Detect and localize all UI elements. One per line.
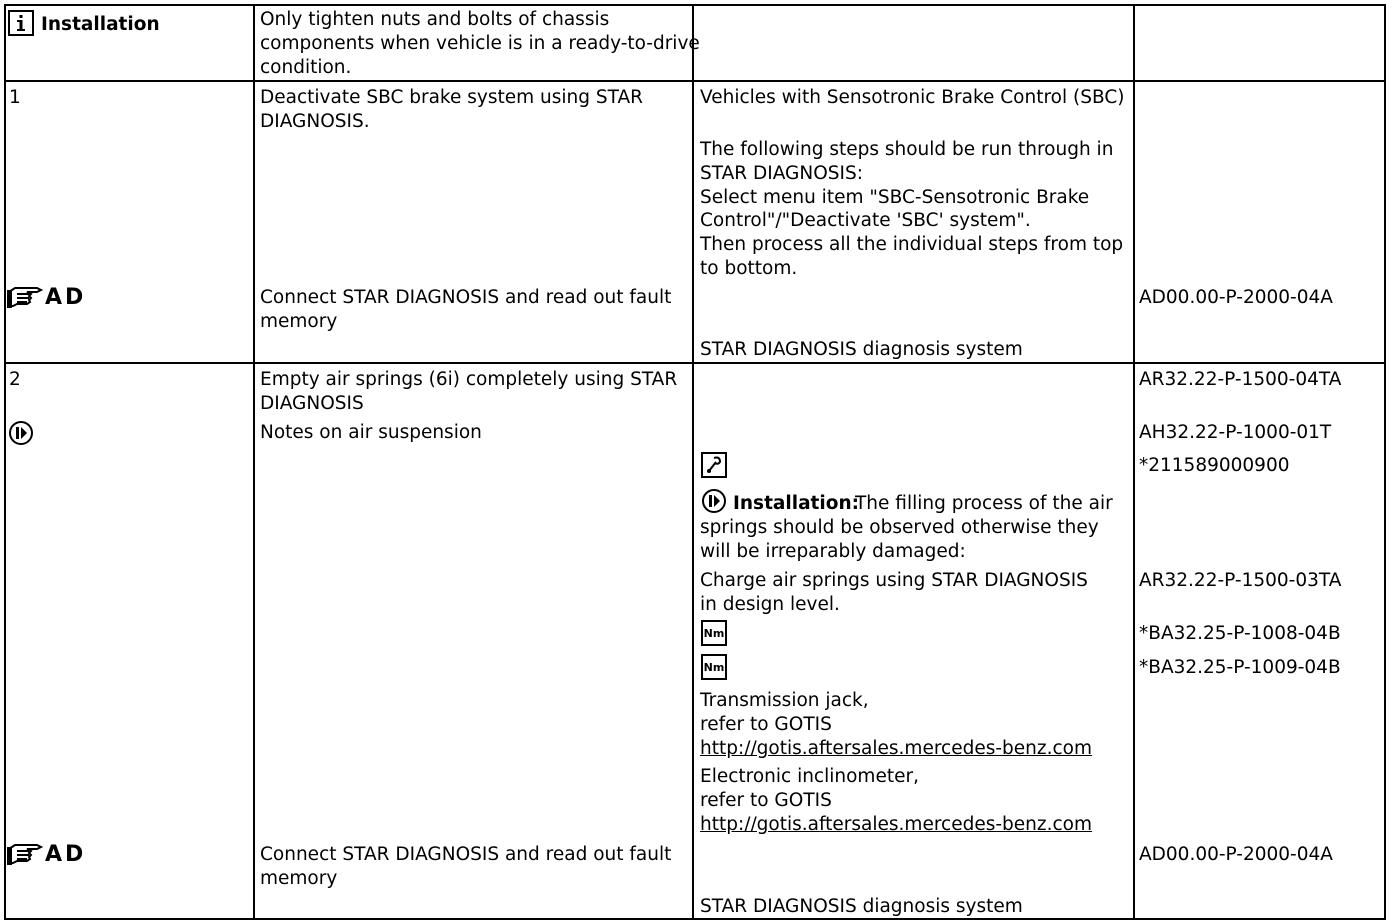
step-2-jack-link[interactable]: http://gotis.aftersales.mercedes-benz.com bbox=[700, 738, 1092, 759]
special-tool-icon bbox=[701, 452, 727, 482]
step-2-instruction-line-1: Empty air springs (6i) completely using STAR bbox=[260, 369, 678, 390]
step-2-ad-tool: STAR DIAGNOSIS diagnosis system bbox=[700, 896, 1023, 917]
step-1-detail-line-6: to bottom. bbox=[700, 258, 798, 279]
torque-icon-1 bbox=[701, 620, 727, 650]
step-1-ad-reference: AD00.00-P-2000-04A bbox=[1139, 287, 1333, 308]
step-1-detail-line-2: STAR DIAGNOSIS: bbox=[700, 163, 863, 184]
step-2-ad-reference: AD00.00-P-2000-04A bbox=[1139, 844, 1333, 865]
step-2-torque-reference-1: *BA32.25-P-1008-04B bbox=[1139, 623, 1341, 644]
step-2-install-label: Installation: bbox=[733, 493, 860, 514]
step-1-detail-line-5: Then process all the individual steps from top bbox=[700, 234, 1124, 255]
step-2-install-text-line-1: The filling process of the air bbox=[855, 493, 1113, 514]
step-1-instruction-line-1: Deactivate SBC brake system using STAR bbox=[260, 87, 643, 108]
col-divider-1 bbox=[253, 4, 255, 920]
step-1-ad-instruction-line-2: memory bbox=[260, 311, 338, 332]
step-1-ad-tool: STAR DIAGNOSIS diagnosis system bbox=[700, 339, 1023, 360]
row-divider-2 bbox=[4, 362, 1386, 364]
step-2-torque-reference-2: *BA32.25-P-1009-04B bbox=[1139, 657, 1341, 678]
pointing-hand-icon-2 bbox=[7, 841, 47, 871]
step-1-condition: Vehicles with Sensotronic Brake Control (SBC) bbox=[700, 87, 1125, 108]
step-2-notes-reference: AH32.22-P-1000-01T bbox=[1139, 422, 1332, 443]
step-2-tool-reference: *211589000900 bbox=[1139, 455, 1290, 476]
step-2-inclinometer-line-2: refer to GOTIS bbox=[700, 790, 832, 811]
step-2-ad-label: AD bbox=[45, 842, 87, 867]
header-note-line-3: condition. bbox=[260, 57, 352, 78]
torque-icon-1-label: Nm bbox=[703, 627, 725, 640]
table-border-top bbox=[4, 4, 1386, 6]
pointing-hand-icon bbox=[7, 284, 47, 314]
col-divider-2 bbox=[692, 4, 694, 920]
step-1-detail-line-3: Select menu item "SBC-Sensotronic Brake bbox=[700, 187, 1090, 208]
step-2-install-text-line-3: will be irreparably damaged: bbox=[700, 541, 966, 562]
step-1-number: 1 bbox=[9, 87, 21, 108]
step-2-number: 2 bbox=[9, 369, 21, 390]
step-2-inclinometer-link[interactable]: http://gotis.aftersales.mercedes-benz.com bbox=[700, 814, 1092, 835]
step-1-instruction-line-2: DIAGNOSIS. bbox=[260, 111, 370, 132]
step-2-charge-reference: AR32.22-P-1500-03TA bbox=[1139, 570, 1342, 591]
step-2-charge-line-1: Charge air springs using STAR DIAGNOSIS bbox=[700, 570, 1088, 591]
step-2-notes: Notes on air suspension bbox=[260, 422, 482, 443]
step-2-ad-instruction-line-1: Connect STAR DIAGNOSIS and read out fault bbox=[260, 844, 672, 865]
step-2-instruction-line-2: DIAGNOSIS bbox=[260, 393, 364, 414]
torque-icon-2-label: Nm bbox=[703, 661, 725, 674]
step-1-detail-line-4: Control"/"Deactivate 'SBC' system". bbox=[700, 210, 1031, 231]
col-divider-3 bbox=[1133, 4, 1135, 920]
notes-circle-icon bbox=[8, 420, 34, 450]
step-1-ad-label: AD bbox=[45, 285, 87, 310]
step-2-install-text-line-2: springs should be observed otherwise they bbox=[700, 517, 1099, 538]
row-divider-1 bbox=[4, 80, 1386, 82]
step-2-jack-line-2: refer to GOTIS bbox=[700, 714, 832, 735]
table-border-bottom bbox=[4, 918, 1386, 920]
header-note-line-2: components when vehicle is in a ready-to-drive bbox=[260, 33, 700, 54]
step-1-detail-line-1: The following steps should be run through in bbox=[700, 139, 1114, 160]
torque-icon-2 bbox=[701, 654, 727, 684]
step-2-inclinometer-line-1: Electronic inclinometer, bbox=[700, 766, 919, 787]
installation-heading: Installation bbox=[41, 14, 160, 35]
table-border-right bbox=[1384, 4, 1386, 920]
step-2-charge-line-2: in design level. bbox=[700, 594, 840, 615]
step-2-jack-line-1: Transmission jack, bbox=[700, 690, 869, 711]
info-icon bbox=[8, 10, 34, 40]
installation-circle-icon bbox=[701, 488, 727, 518]
table-border-left bbox=[4, 4, 6, 920]
step-2-instruction-reference: AR32.22-P-1500-04TA bbox=[1139, 369, 1342, 390]
step-1-ad-instruction-line-1: Connect STAR DIAGNOSIS and read out fault bbox=[260, 287, 672, 308]
header-note-line-1: Only tighten nuts and bolts of chassis bbox=[260, 9, 610, 30]
step-2-ad-instruction-line-2: memory bbox=[260, 868, 338, 889]
